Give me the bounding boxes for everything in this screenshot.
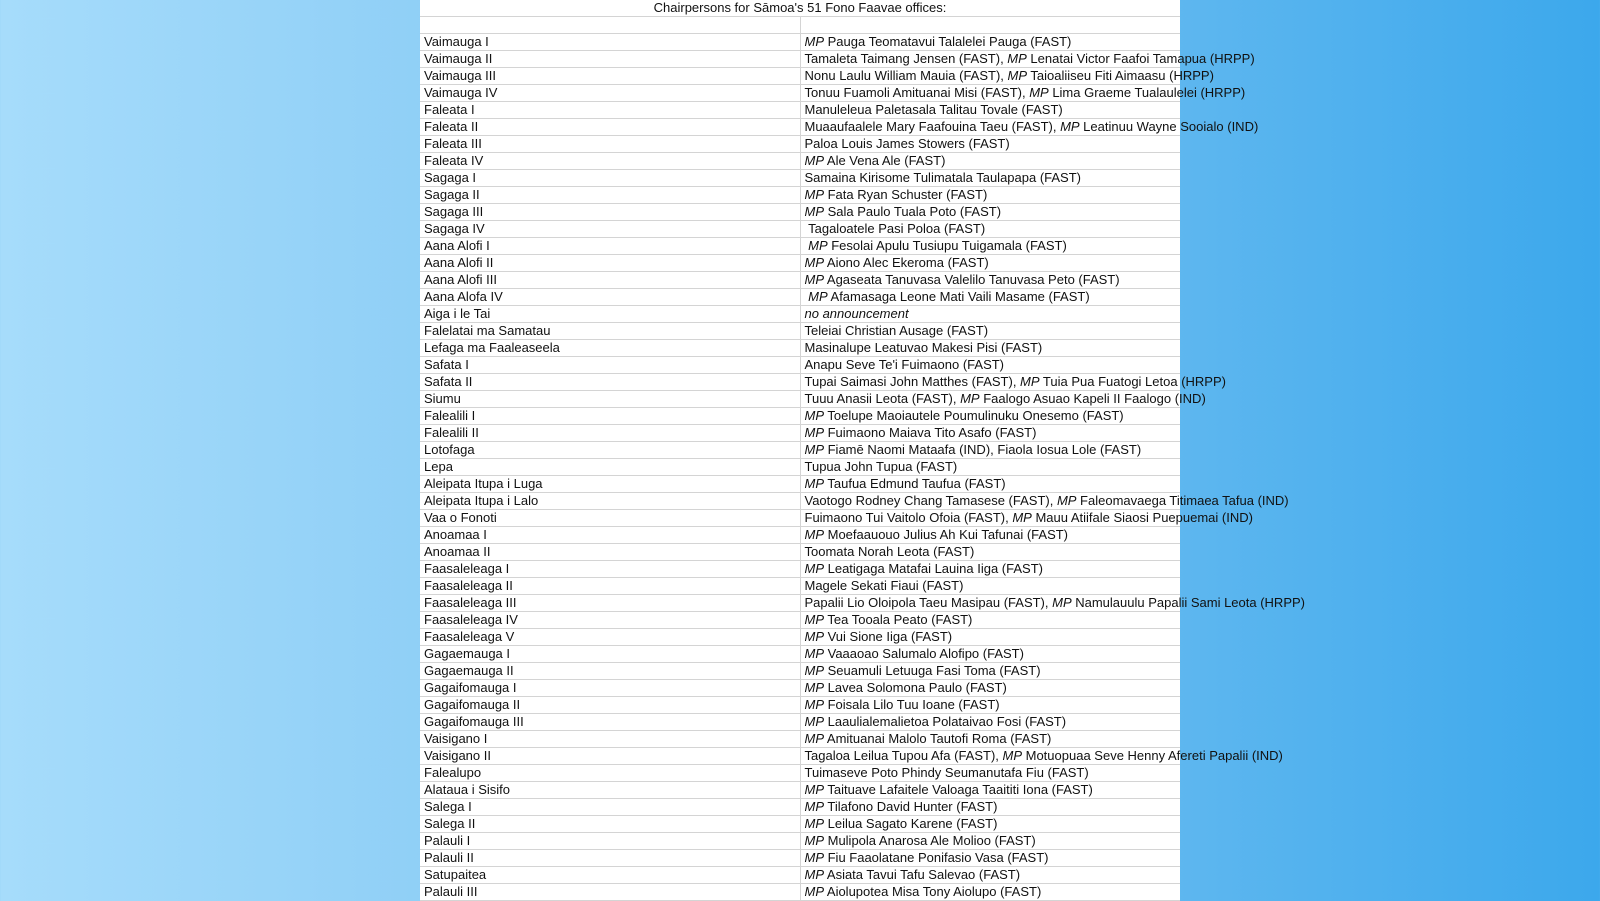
- table-row: [420, 102, 1180, 119]
- table-row: [420, 425, 1180, 442]
- chairperson-cell[interactable]: MP Fiu Faaolatane Ponifasio Vasa (FAST): [800, 850, 1180, 867]
- district-cell[interactable]: Siumu: [420, 391, 800, 408]
- district-cell[interactable]: Aiga i le Tai: [420, 306, 800, 323]
- chairperson-cell[interactable]: Masinalupe Leatuvao Makesi Pisi (FAST): [800, 340, 1180, 357]
- table-row: [420, 884, 1180, 901]
- table-row: [420, 561, 1180, 578]
- chairperson-cell[interactable]: Tupua John Tupua (FAST): [800, 459, 1180, 476]
- table-row: [420, 391, 1180, 408]
- district-cell[interactable]: Vaisigano I: [420, 731, 800, 748]
- chairperson-cell[interactable]: Paloa Louis James Stowers (FAST): [800, 136, 1180, 153]
- blank-cell: [420, 17, 800, 34]
- district-cell[interactable]: Aleipata Itupa i Luga: [420, 476, 800, 493]
- district-cell[interactable]: Falealupo: [420, 765, 800, 782]
- table-row: [420, 833, 1180, 850]
- table-row: [420, 170, 1180, 187]
- district-cell[interactable]: Falealili II: [420, 425, 800, 442]
- chairperson-cell[interactable]: MP Moefaauouo Julius Ah Kui Tafunai (FAST): [800, 527, 1180, 544]
- table-row: [420, 85, 1180, 102]
- table-row: [420, 595, 1180, 612]
- district-cell[interactable]: Vaimauga I: [420, 34, 800, 51]
- chairperson-cell[interactable]: MP Vui Sione Iiga (FAST): [800, 629, 1180, 646]
- chairperson-cell[interactable]: Toomata Norah Leota (FAST): [800, 544, 1180, 561]
- chairperson-cell[interactable]: MP Seuamuli Letuuga Fasi Toma (FAST): [800, 663, 1180, 680]
- district-cell[interactable]: Faasaleleaga V: [420, 629, 800, 646]
- chairperson-cell[interactable]: MP Taituave Lafaitele Valoaga Taaititi Iona (FAST): [800, 782, 1180, 799]
- table-row: [420, 748, 1180, 765]
- chairperson-cell[interactable]: MP Leilua Sagato Karene (FAST): [800, 816, 1180, 833]
- chairperson-cell[interactable]: Tamaleta Taimang Jensen (FAST), MP Lenatai Victor Faafoi Tamapua (HRPP): [800, 51, 1180, 68]
- chairperson-cell[interactable]: Samaina Kirisome Tulimatala Taulapapa (FAST): [800, 170, 1180, 187]
- table-row: [420, 850, 1180, 867]
- district-cell[interactable]: Vaa o Fonoti: [420, 510, 800, 527]
- table-row: [420, 323, 1180, 340]
- district-cell[interactable]: Faasaleleaga II: [420, 578, 800, 595]
- chairperson-cell[interactable]: MP Asiata Tavui Tafu Salevao (FAST): [800, 867, 1180, 884]
- chairperson-cell[interactable]: MP Sala Paulo Tuala Poto (FAST): [800, 204, 1180, 221]
- district-cell[interactable]: Faasaleleaga III: [420, 595, 800, 612]
- table-row: [420, 204, 1180, 221]
- district-cell[interactable]: Anoamaa II: [420, 544, 800, 561]
- chairperson-cell[interactable]: MP Laaulialemalietoa Polataivao Fosi (FAST): [800, 714, 1180, 731]
- table-row: [420, 629, 1180, 646]
- district-cell[interactable]: Vaimauga IV: [420, 85, 800, 102]
- chairperson-cell[interactable]: Magele Sekati Fiaui (FAST): [800, 578, 1180, 595]
- chairperson-cell[interactable]: MP Afamasaga Leone Mati Vaili Masame (FAST): [800, 289, 1180, 306]
- table-row: [420, 221, 1180, 238]
- blank-row: [420, 17, 1180, 34]
- spreadsheet: [420, 0, 1305, 900]
- table-row: [420, 816, 1180, 833]
- chairperson-cell[interactable]: MP Vaaaoao Salumalo Alofipo (FAST): [800, 646, 1180, 663]
- chairperson-cell[interactable]: no announcement: [800, 306, 1180, 323]
- district-cell[interactable]: Salega II: [420, 816, 800, 833]
- chairperson-cell[interactable]: MP Foisala Lilo Tuu Ioane (FAST): [800, 697, 1180, 714]
- table-row: [420, 799, 1180, 816]
- chairperson-cell[interactable]: Fuimaono Tui Vaitolo Ofoia (FAST), MP Mauu Atiifale Siaosi Puepuemai (IND): [800, 510, 1180, 527]
- chairperson-cell[interactable]: MP Leatigaga Matafai Lauina Iiga (FAST): [800, 561, 1180, 578]
- table-row: [420, 255, 1180, 272]
- table-row: [420, 374, 1180, 391]
- district-cell[interactable]: Anoamaa I: [420, 527, 800, 544]
- table-row: [420, 238, 1180, 255]
- chairperson-cell[interactable]: Anapu Seve Te'i Fuimaono (FAST): [800, 357, 1180, 374]
- chairperson-cell[interactable]: MP Ale Vena Ale (FAST): [800, 153, 1180, 170]
- chairpersons-table: [420, 0, 1305, 901]
- chairperson-cell[interactable]: Tonuu Fuamoli Amituanai Misi (FAST), MP Lima Graeme Tualaulelei (HRPP): [800, 85, 1180, 102]
- title-row: [420, 0, 1180, 17]
- table-row: [420, 663, 1180, 680]
- district-cell[interactable]: Aana Alofa IV: [420, 289, 800, 306]
- district-cell[interactable]: Gagaifomauga III: [420, 714, 800, 731]
- district-cell[interactable]: Faleata IV: [420, 153, 800, 170]
- chairperson-cell[interactable]: Manuleleua Paletasala Talitau Tovale (FAST): [800, 102, 1180, 119]
- table-row: [420, 867, 1180, 884]
- district-cell[interactable]: Lefaga ma Faaleaseela: [420, 340, 800, 357]
- district-cell[interactable]: Vaimauga II: [420, 51, 800, 68]
- table-row: [420, 340, 1180, 357]
- chairperson-cell[interactable]: MP Tea Tooala Peato (FAST): [800, 612, 1180, 629]
- table-row: [420, 306, 1180, 323]
- district-cell[interactable]: Falelatai ma Samatau: [420, 323, 800, 340]
- table-row: [420, 136, 1180, 153]
- district-cell[interactable]: Palauli II: [420, 850, 800, 867]
- district-cell[interactable]: Salega I: [420, 799, 800, 816]
- district-cell[interactable]: Sagaga II: [420, 187, 800, 204]
- chairperson-cell[interactable]: Tagaloa Leilua Tupou Afa (FAST), MP Motuopuaa Seve Henny Afereti Papalii (IND): [800, 748, 1180, 765]
- chairperson-cell[interactable]: Papalii Lio Oloipola Taeu Masipau (FAST), MP Namulauulu Papalii Sami Leota (HRPP): [800, 595, 1180, 612]
- district-cell[interactable]: Faleata II: [420, 119, 800, 136]
- district-cell[interactable]: Palauli III: [420, 884, 800, 901]
- table-row: [420, 782, 1180, 799]
- table-row: [420, 357, 1180, 374]
- chairperson-cell[interactable]: MP Lavea Solomona Paulo (FAST): [800, 680, 1180, 697]
- chairperson-cell[interactable]: Teleiai Christian Ausage (FAST): [800, 323, 1180, 340]
- table-row: [420, 510, 1180, 527]
- chairperson-cell[interactable]: MP Aiolupotea Misa Tony Aiolupo (FAST): [800, 884, 1180, 901]
- table-row: [420, 612, 1180, 629]
- district-cell[interactable]: Sagaga I: [420, 170, 800, 187]
- district-cell[interactable]: Sagaga III: [420, 204, 800, 221]
- district-cell[interactable]: Aleipata Itupa i Lalo: [420, 493, 800, 510]
- chairperson-cell[interactable]: MP Tilafono David Hunter (FAST): [800, 799, 1180, 816]
- chairperson-cell[interactable]: MP Taufua Edmund Taufua (FAST): [800, 476, 1180, 493]
- district-cell[interactable]: Falealili I: [420, 408, 800, 425]
- district-cell[interactable]: Faasaleleaga IV: [420, 612, 800, 629]
- table-row: [420, 544, 1180, 561]
- table-row: [420, 578, 1180, 595]
- table-row: [420, 289, 1180, 306]
- district-cell[interactable]: Gagaemauga I: [420, 646, 800, 663]
- chairperson-cell[interactable]: MP Toelupe Maoiautele Poumulinuku Onesemo (FAST): [800, 408, 1180, 425]
- table-row: [420, 765, 1180, 782]
- blank-cell: [800, 17, 1180, 34]
- table-row: [420, 119, 1180, 136]
- chairperson-cell[interactable]: Nonu Laulu William Mauia (FAST), MP Taioaliiseu Fiti Aimaasu (HRPP): [800, 68, 1180, 85]
- district-cell[interactable]: Gagaifomauga I: [420, 680, 800, 697]
- table-row: [420, 646, 1180, 663]
- chairperson-cell[interactable]: MP Fuimaono Maiava Tito Asafo (FAST): [800, 425, 1180, 442]
- district-cell[interactable]: Faasaleleaga I: [420, 561, 800, 578]
- chairperson-cell[interactable]: MP Pauga Teomatavui Talalelei Pauga (FAST): [800, 34, 1180, 51]
- district-cell[interactable]: Faleata I: [420, 102, 800, 119]
- district-cell[interactable]: Lepa: [420, 459, 800, 476]
- district-cell[interactable]: Alataua i Sisifo: [420, 782, 800, 799]
- district-cell[interactable]: Vaisigano II: [420, 748, 800, 765]
- table-row: [420, 731, 1180, 748]
- district-cell[interactable]: Lotofaga: [420, 442, 800, 459]
- district-cell[interactable]: Sagaga IV: [420, 221, 800, 238]
- table-row: [420, 272, 1180, 289]
- district-cell[interactable]: Faleata III: [420, 136, 800, 153]
- table-row: [420, 68, 1180, 85]
- table-row: [420, 187, 1180, 204]
- chairperson-cell[interactable]: Vaotogo Rodney Chang Tamasese (FAST), MP Faleomavaega Titimaea Tafua (IND): [800, 493, 1180, 510]
- table-row: [420, 493, 1180, 510]
- chairperson-cell[interactable]: MP Amituanai Malolo Tautofi Roma (FAST): [800, 731, 1180, 748]
- district-cell[interactable]: Gagaifomauga II: [420, 697, 800, 714]
- table-row: [420, 680, 1180, 697]
- chairperson-cell[interactable]: MP Fata Ryan Schuster (FAST): [800, 187, 1180, 204]
- district-cell[interactable]: Safata I: [420, 357, 800, 374]
- chairperson-cell[interactable]: Tuimaseve Poto Phindy Seumanutafa Fiu (FAST): [800, 765, 1180, 782]
- table-row: [420, 442, 1180, 459]
- district-cell[interactable]: Aana Alofi II: [420, 255, 800, 272]
- district-cell[interactable]: Vaimauga III: [420, 68, 800, 85]
- chairperson-cell[interactable]: Muaaufaalele Mary Faafouina Taeu (FAST), MP Leatinuu Wayne Sooialo (IND): [800, 119, 1180, 136]
- district-cell[interactable]: Safata II: [420, 374, 800, 391]
- district-cell[interactable]: Palauli I: [420, 833, 800, 850]
- table-row: [420, 459, 1180, 476]
- chairperson-cell[interactable]: Tuuu Anasii Leota (FAST), MP Faalogo Asuao Kapeli II Faalogo (IND): [800, 391, 1180, 408]
- table-row: [420, 408, 1180, 425]
- table-row: [420, 34, 1180, 51]
- table-row: [420, 51, 1180, 68]
- table-row: [420, 476, 1180, 493]
- district-cell[interactable]: Aana Alofi III: [420, 272, 800, 289]
- table-row: [420, 153, 1180, 170]
- table-row: [420, 714, 1180, 731]
- chairperson-cell[interactable]: MP Agaseata Tanuvasa Valelilo Tanuvasa Peto (FAST): [800, 272, 1180, 289]
- chairperson-cell[interactable]: Tupai Saimasi John Matthes (FAST), MP Tuia Pua Fuatogi Letoa (HRPP): [800, 374, 1180, 391]
- chairperson-cell[interactable]: MP Mulipola Anarosa Ale Molioo (FAST): [800, 833, 1180, 850]
- district-cell[interactable]: Satupaitea: [420, 867, 800, 884]
- district-cell[interactable]: Aana Alofi I: [420, 238, 800, 255]
- chairperson-cell[interactable]: MP Aiono Alec Ekeroma (FAST): [800, 255, 1180, 272]
- chairperson-cell[interactable]: MP Fesolai Apulu Tusiupu Tuigamala (FAST): [800, 238, 1180, 255]
- table-row: [420, 527, 1180, 544]
- table-row: [420, 697, 1180, 714]
- chairperson-cell[interactable]: Tagaloatele Pasi Poloa (FAST): [800, 221, 1180, 238]
- table-title: Chairpersons for Sāmoa's 51 Fono Faavae offices:: [420, 0, 1180, 17]
- chairperson-cell[interactable]: MP Fiamē Naomi Mataafa (IND), Fiaola Iosua Lole (FAST): [800, 442, 1180, 459]
- district-cell[interactable]: Gagaemauga II: [420, 663, 800, 680]
